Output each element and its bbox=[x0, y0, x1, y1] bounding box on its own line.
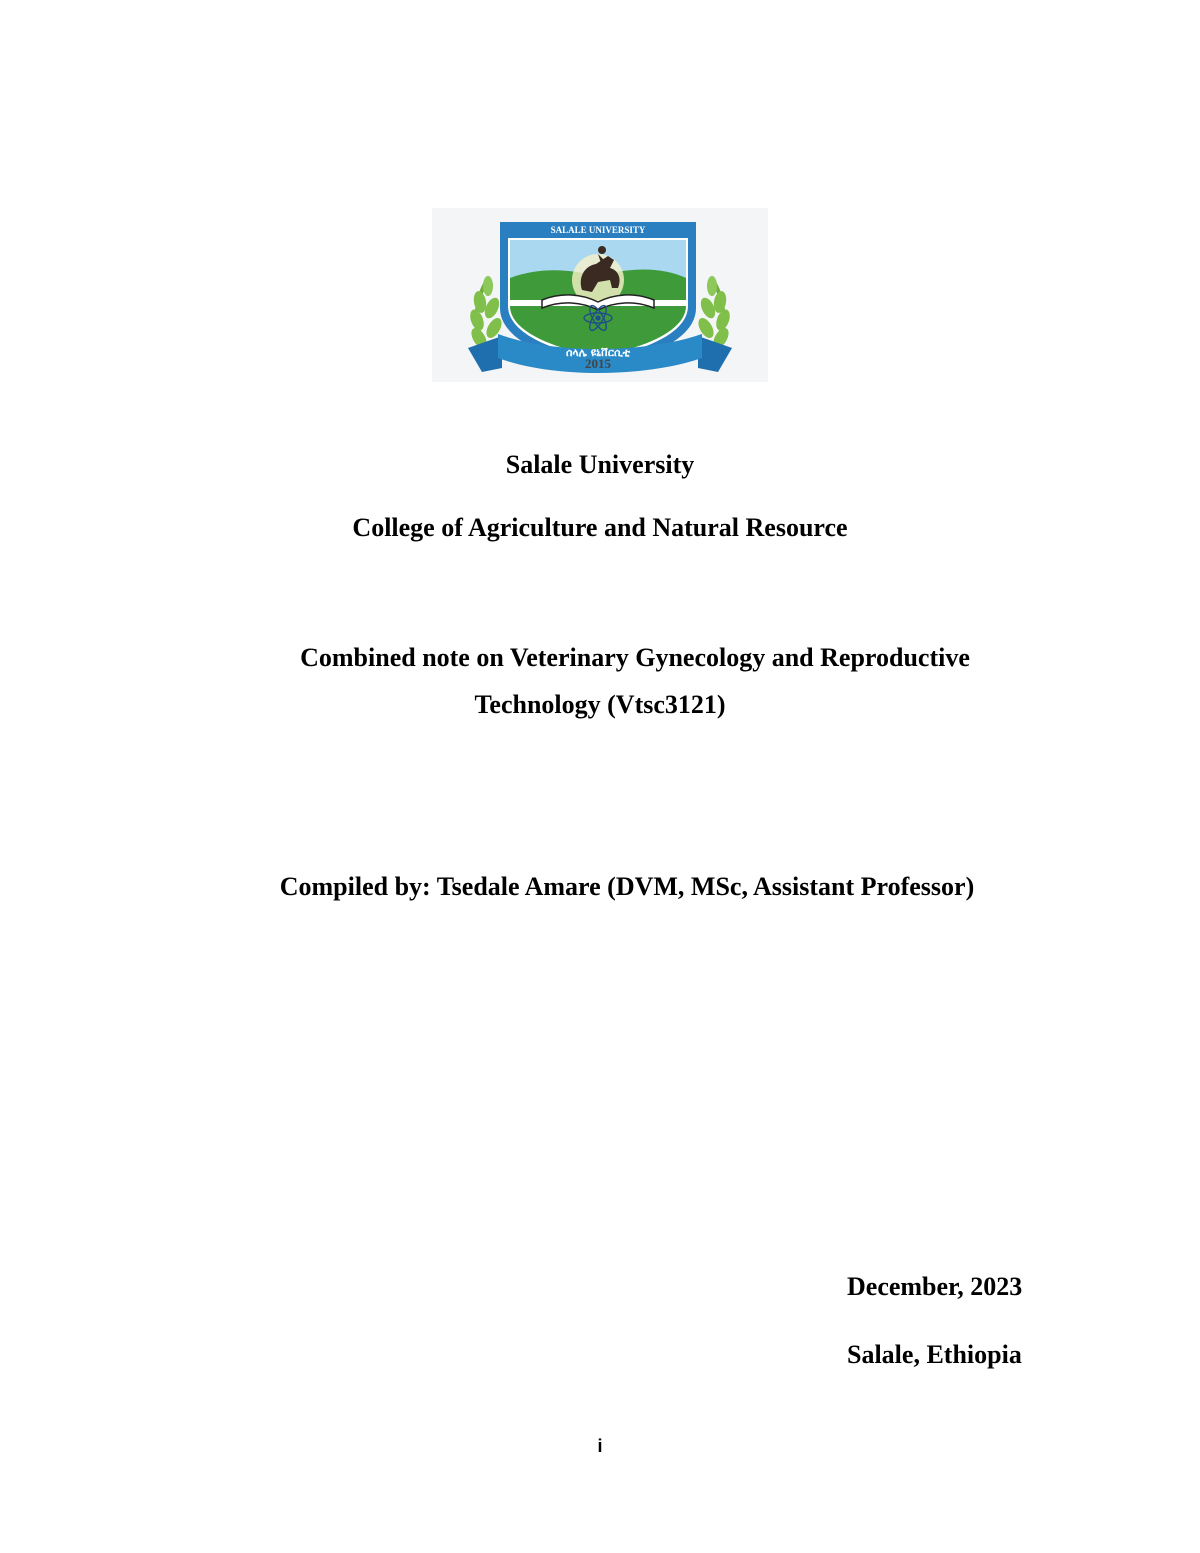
logo-ribbon-text: ሰላሌ ዩኒቨርሲቲ bbox=[565, 346, 631, 359]
logo-year-text: 2015 bbox=[585, 356, 611, 371]
document-title-line-2: Technology (Vtsc3121) bbox=[474, 690, 726, 719]
university-logo-emblem bbox=[432, 208, 768, 382]
page-number: i bbox=[597, 1436, 603, 1456]
logo-banner-text: SALALE UNIVERSITY bbox=[550, 225, 646, 235]
university-name: Salale University bbox=[505, 450, 695, 479]
document-date: December, 2023 bbox=[847, 1272, 1023, 1301]
university-logo bbox=[432, 208, 768, 382]
document-place: Salale, Ethiopia bbox=[847, 1340, 1022, 1369]
college-name: College of Agriculture and Natural Resource bbox=[352, 513, 848, 542]
compiled-by: Compiled by: Tsedale Amare (DVM, MSc, Assistant Professor) bbox=[279, 872, 975, 901]
document-title-line-1: Combined note on Veterinary Gynecology and Reproductive bbox=[300, 643, 970, 672]
